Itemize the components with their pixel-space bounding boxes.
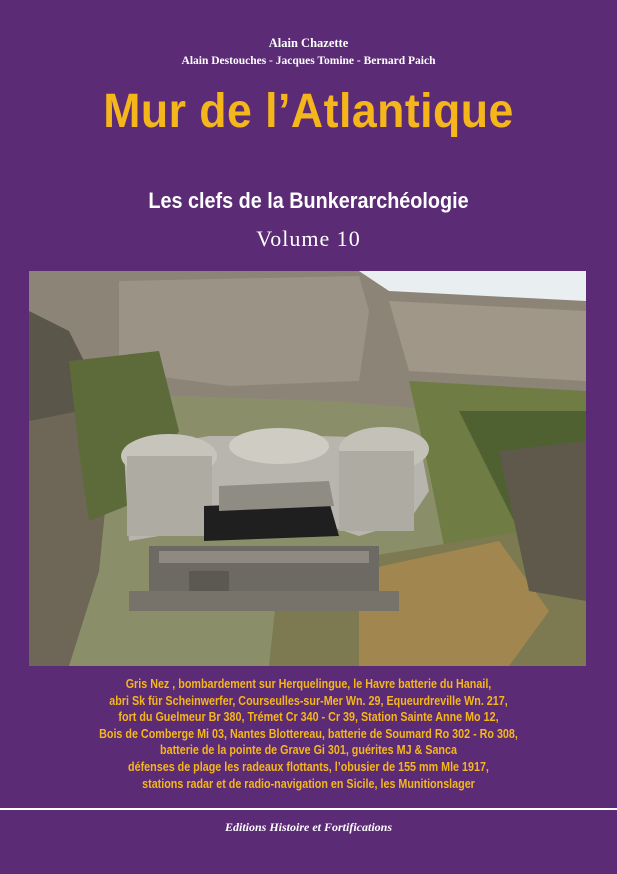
divider-line bbox=[0, 808, 617, 810]
summary-line: défenses de plage les radeaux flottants, l’obusier de 155 mm Mle 1917, bbox=[128, 759, 489, 774]
summary-line: abri Sk für Scheinwerfer, Courseulles-sur-Mer Wn. 29, Equeurdreville Wn. 217, bbox=[109, 693, 508, 708]
summary-line: stations radar et de radio-navigation en Sicile, les Munitionslager bbox=[142, 776, 475, 791]
co-authors: Alain Destouches - Jacques Tomine - Bernard Paich bbox=[181, 55, 436, 67]
summary-line: Gris Nez , bombardement sur Herquelingue, le Havre batterie du Hanail, bbox=[125, 677, 492, 691]
volume-label: Volume 10 bbox=[256, 226, 361, 251]
book-title: Mur de l’Atlantique bbox=[103, 85, 514, 138]
bunker-illustration bbox=[29, 271, 586, 666]
cover-photo-bunker bbox=[29, 271, 586, 666]
summary-line: Bois de Comberge Mi 03, Nantes Blottereau, batterie de Soumard Ro 302 - Ro 308, bbox=[99, 726, 518, 741]
main-author: Alain Chazette bbox=[268, 36, 349, 50]
summary-line: fort du Guelmeur Br 380, Trémet Cr 340 - Cr 39, Station Sainte Anne Mo 12, bbox=[118, 710, 499, 725]
summary-line: batterie de la pointe de Grave Gi 301, guérites MJ & Sanca bbox=[160, 743, 457, 758]
publisher-name: Editions Histoire et Fortifications bbox=[224, 820, 393, 834]
contents-summary bbox=[60, 676, 556, 792]
book-subtitle: Les clefs de la Bunkerarchéologie bbox=[148, 188, 469, 213]
